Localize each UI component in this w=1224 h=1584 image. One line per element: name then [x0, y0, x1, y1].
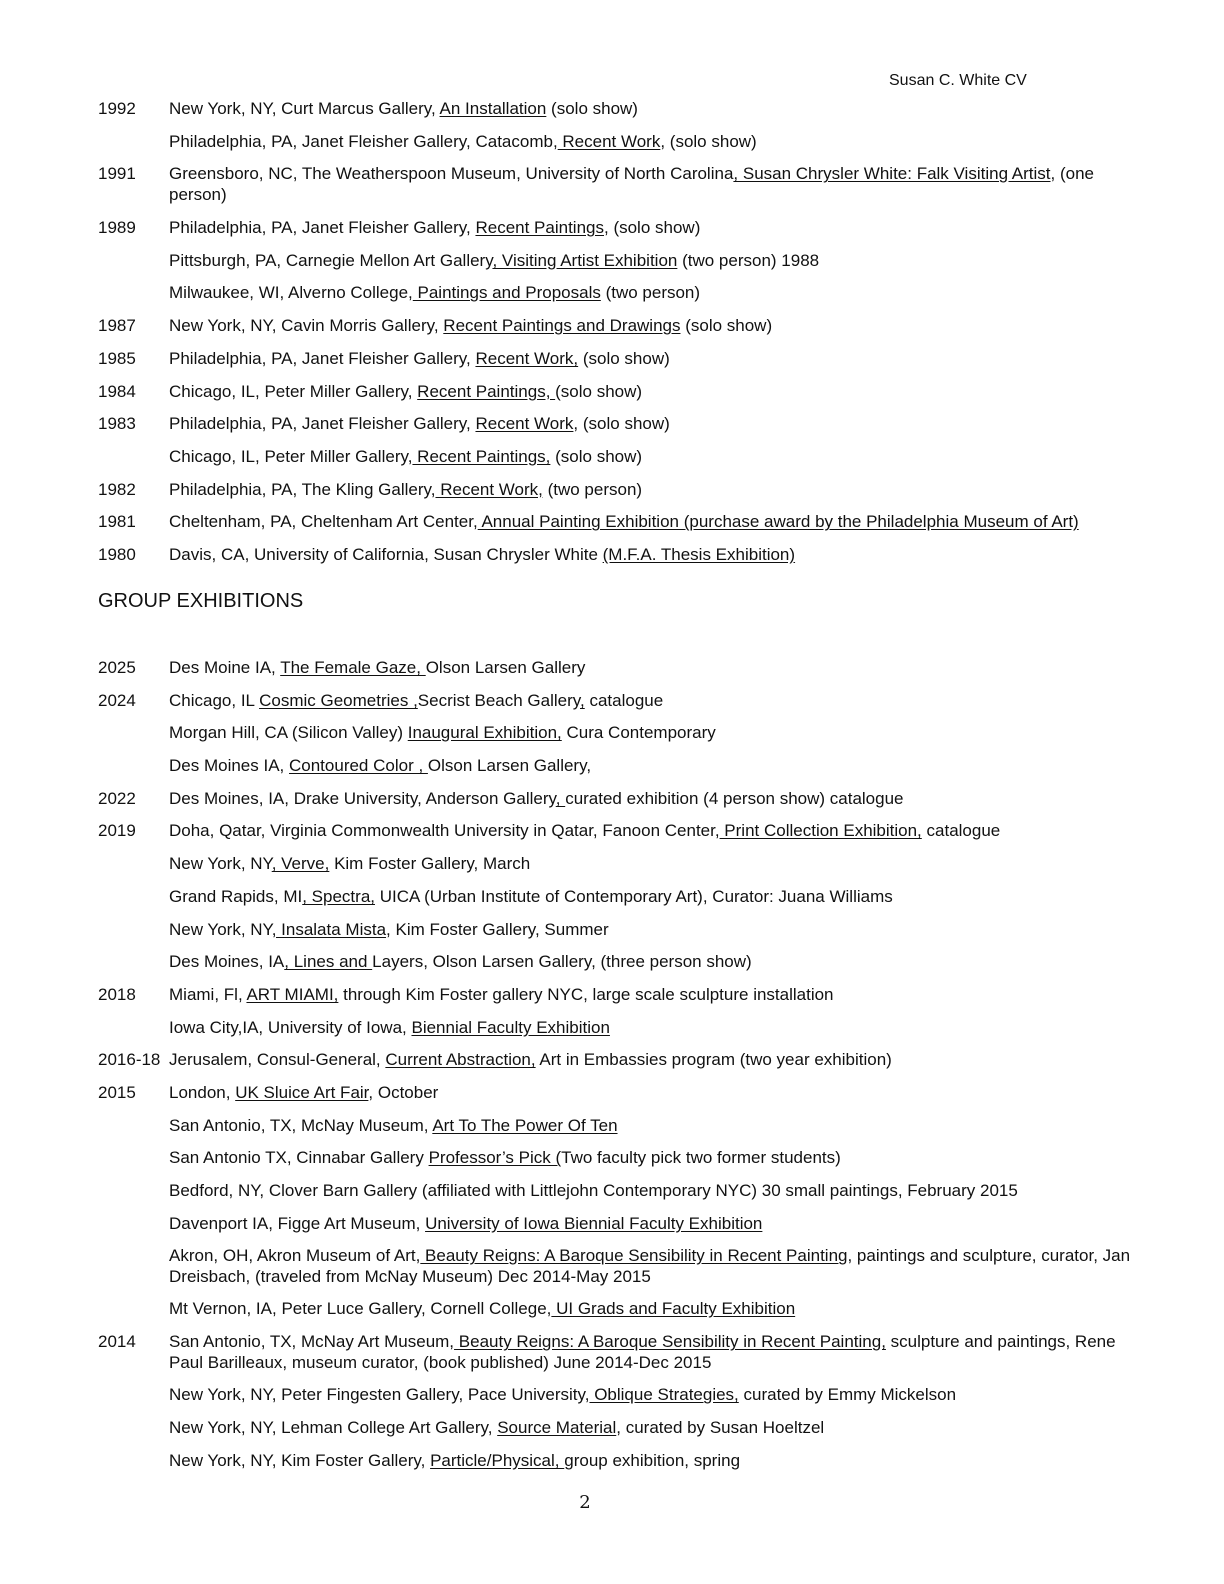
entry-year: 1991 [98, 164, 136, 184]
exhibition-entry [98, 820, 1138, 841]
entry-text: curated by Emmy Mickelson [738, 1385, 957, 1405]
exhibition-title: Recent Work, [435, 479, 543, 499]
entry-year [98, 919, 169, 940]
exhibition-entry [98, 163, 1138, 205]
entry-text: London, [169, 1082, 236, 1102]
exhibition-title: Cosmic Geometries , [259, 690, 418, 710]
entry-description [169, 755, 1138, 776]
exhibition-title: Annual Painting Exhibition (purchase award by the Philadelphia Museum of Art) [477, 512, 1079, 532]
exhibition-entry [98, 479, 1138, 500]
entry-description [169, 1245, 1138, 1287]
entry-year: 1984 [98, 381, 136, 401]
entry-text: , (solo show) [604, 218, 701, 238]
entry-text: Morgan Hill, CA (Silicon Valley) [169, 723, 408, 743]
entry-text: Iowa City,IA, University of Iowa, [169, 1017, 412, 1037]
entry-description [169, 853, 1138, 874]
exhibition-entry [98, 1115, 1138, 1136]
entry-text: New York, NY [169, 919, 272, 939]
exhibition-title: Recent Work [475, 414, 574, 434]
exhibition-entry [98, 1245, 1138, 1287]
exhibition-title: (M.F.A. Thesis Exhibition) [602, 544, 796, 564]
entry-year [98, 131, 169, 152]
exhibition-entry [98, 381, 1138, 402]
exhibition-title: Art To The Power Of Ten [432, 1115, 618, 1135]
entry-description [169, 282, 1138, 303]
entry-text: New York, NY, Peter Fingesten Gallery, Pace University, [169, 1385, 590, 1405]
entry-description [169, 348, 1138, 369]
entry-year [98, 1180, 169, 1201]
entry-text: Cura Contemporary [561, 723, 716, 743]
entry-year: 1982 [98, 479, 136, 499]
entry-text: , (one person) [169, 164, 1095, 205]
entry-description [169, 886, 1138, 907]
entry-year: 2022 [98, 788, 136, 808]
exhibition-title: An Installation [439, 99, 547, 118]
exhibition-title: University of Iowa Biennial Faculty Exhibition [425, 1213, 763, 1233]
entry-year [98, 886, 169, 907]
entry-text: San Antonio, TX, McNay Museum, [169, 1115, 433, 1135]
entry-year [98, 951, 169, 972]
entry-text: sculpture and paintings, Rene Paul Barilleaux, museum curator, (book published) June 2014-Dec 2015 [169, 1332, 1116, 1373]
exhibition-title: Contoured Color , [289, 756, 428, 776]
entry-text: Secrist Beach Gallery [417, 690, 580, 710]
exhibition-entry [98, 1017, 1138, 1038]
entry-description [169, 657, 1138, 678]
entry-description [169, 1331, 1138, 1373]
exhibition-title: Recent Work [557, 131, 661, 151]
exhibition-entry [98, 1049, 1138, 1070]
entry-text: , paintings and sculpture, curator, Jan Dreisbach, (traveled from McNay Museum) Dec 2014-May 2015 [169, 1246, 1131, 1287]
entry-description [169, 1017, 1138, 1038]
entry-description [169, 1450, 1138, 1471]
entry-text: curated exhibition (4 person show) catalogue [565, 788, 904, 808]
exhibition-entry [98, 282, 1138, 303]
exhibition-title: Recent Work, [475, 348, 579, 368]
exhibition-title: , Lines and [284, 952, 373, 972]
exhibition-entry [98, 315, 1138, 336]
exhibition-entry [98, 657, 1138, 678]
exhibition-entry [98, 1298, 1138, 1319]
entry-text: , Kim Foster Gallery, Summer [386, 919, 609, 939]
entry-text: Chicago, IL, Peter Miller Gallery, [169, 446, 413, 466]
entry-description [169, 1384, 1138, 1405]
exhibition-entry [98, 1450, 1138, 1471]
entry-year [98, 1384, 169, 1405]
entry-description [169, 1115, 1138, 1136]
exhibition-entry [98, 1384, 1138, 1405]
entry-text: Mt Vernon, IA, Peter Luce Gallery, Cornell College, [169, 1299, 552, 1319]
exhibition-title: Recent Paintings and Drawings [443, 316, 681, 336]
entry-text: Jerusalem, Consul-General, [169, 1050, 386, 1070]
entry-text: Des Moine IA, [169, 658, 281, 677]
entry-year: 2016-18 [98, 1050, 161, 1070]
exhibition-title: UK Sluice Art Fair [235, 1082, 369, 1102]
entry-year [98, 1017, 169, 1038]
entry-description [169, 1417, 1138, 1438]
exhibition-entry [98, 446, 1138, 467]
header-name: Susan C. White CV [889, 72, 1027, 89]
entry-text: Miami, Fl, [169, 984, 247, 1004]
entry-description [169, 1049, 1138, 1070]
entry-description [169, 1147, 1138, 1168]
exhibition-entry [98, 217, 1138, 238]
entry-description [169, 690, 1138, 711]
entry-text: Cheltenham, PA, Cheltenham Art Center, [169, 512, 478, 532]
entry-text: Akron, OH, Akron Museum of Art, [169, 1246, 421, 1266]
exhibition-title: Recent Paintings, [417, 381, 556, 401]
entry-text: Bedford, NY, Clover Barn Gallery (affiliated with Littlejohn Contemporary NYC) 30 small paintings, February 2015 [169, 1181, 1018, 1200]
entry-text: catalogue [921, 821, 1001, 841]
entry-description [169, 315, 1138, 336]
exhibition-title: The Female Gaze, [280, 658, 426, 677]
entry-description [169, 820, 1138, 841]
entry-text: , curated by Susan Hoeltzel [616, 1418, 825, 1438]
entry-text: UICA (Urban Institute of Contemporary Art), Curator: Juana Williams [375, 886, 893, 906]
entry-year [98, 446, 169, 467]
entry-description [169, 788, 1138, 809]
exhibition-title: , Spectra, [302, 886, 375, 906]
entry-text: Des Moines, IA, Drake University, Anderson Gallery [169, 788, 556, 808]
entry-text: San Antonio TX, Cinnabar Gallery [169, 1148, 429, 1168]
exhibition-entry [98, 1213, 1138, 1234]
entry-text: Chicago, IL [169, 690, 260, 710]
entry-text: Davenport IA, Figge Art Museum, [169, 1213, 426, 1233]
exhibition-entry [98, 984, 1138, 1005]
entry-description [169, 722, 1138, 743]
exhibition-title: Biennial Faculty Exhibition [411, 1017, 610, 1037]
exhibition-entry [98, 722, 1138, 743]
entry-text: Philadelphia, PA, The Kling Gallery, [169, 479, 436, 499]
entry-year: 2014 [98, 1332, 136, 1352]
entry-year [98, 282, 169, 303]
entry-text: Grand Rapids, MI [169, 886, 303, 906]
entry-year: 2015 [98, 1082, 136, 1102]
exhibition-title: Beauty Reigns: A Baroque Sensibility in Recent Painting [420, 1246, 848, 1266]
entry-text: Davis, CA, University of California, Susan Chrysler White [169, 544, 603, 564]
entry-text: (solo show) [546, 99, 638, 118]
exhibition-entry [98, 1417, 1138, 1438]
exhibition-entry [98, 544, 1138, 565]
entry-description [169, 131, 1138, 152]
exhibition-title: Paintings and Proposals [412, 283, 601, 303]
entry-year: 1980 [98, 544, 136, 564]
entry-year: 2024 [98, 690, 136, 710]
entry-year [98, 1450, 169, 1471]
entry-year [98, 755, 169, 776]
exhibition-title: , Susan Chrysler White: Falk Visiting Artist [733, 164, 1051, 184]
entry-text: Philadelphia, PA, Janet Fleisher Gallery, [169, 348, 476, 368]
entry-text: Des Moines IA, [169, 756, 289, 776]
entry-year: 1985 [98, 348, 136, 368]
entry-text: (solo show) [555, 381, 643, 401]
entry-description [169, 98, 1138, 119]
entry-text: (two person) 1988 [677, 250, 820, 270]
entry-text: New York, NY, Cavin Morris Gallery, [169, 316, 444, 336]
exhibition-title: ART MIAMI, [246, 984, 339, 1004]
exhibition-entry [98, 413, 1138, 434]
entry-text: Kim Foster Gallery, March [329, 854, 531, 874]
entry-description [169, 951, 1138, 972]
entry-text: New York, NY, Kim Foster Gallery, [169, 1450, 431, 1470]
exhibition-title: Professor’s Pick ( [428, 1148, 562, 1168]
entry-text: group exhibition, spring [564, 1450, 741, 1470]
entry-text: Philadelphia, PA, Janet Fleisher Gallery, [169, 218, 476, 238]
entry-year [98, 1298, 169, 1319]
entry-year [98, 1245, 169, 1287]
exhibition-entry [98, 919, 1138, 940]
entry-year [98, 853, 169, 874]
entry-description [169, 1298, 1138, 1319]
solo-exhibitions-list [98, 98, 1138, 565]
entry-description [169, 163, 1138, 205]
entry-text: Olson Larsen Gallery, [427, 756, 592, 776]
entry-year [98, 1213, 169, 1234]
exhibition-title: Source Material [497, 1418, 617, 1438]
entry-text: (two person) [600, 283, 701, 303]
exhibition-title: Particle/Physical, [430, 1450, 565, 1470]
entry-text: New York, NY [169, 854, 272, 874]
exhibition-entry [98, 1082, 1138, 1103]
entry-text: Doha, Qatar, Virginia Commonwealth University in Qatar, Fanoon Center, [169, 821, 720, 841]
entry-text: , (solo show) [660, 131, 757, 151]
exhibition-entry [98, 853, 1138, 874]
entry-text: through Kim Foster gallery NYC, large scale sculpture installation [338, 984, 834, 1004]
entry-description [169, 217, 1138, 238]
entry-text: Layers, Olson Larsen Gallery, (three person show) [372, 952, 752, 972]
entry-year: 2025 [98, 658, 136, 677]
entry-year: 2018 [98, 984, 136, 1004]
exhibition-title: , [555, 788, 566, 808]
exhibition-entry [98, 886, 1138, 907]
exhibition-entry [98, 755, 1138, 776]
entry-text: Philadelphia, PA, Janet Fleisher Gallery, Catacomb, [169, 131, 558, 151]
entry-year: 1981 [98, 512, 136, 532]
entry-year: 1983 [98, 414, 136, 434]
entry-text: Art in Embassies program (two year exhibition) [535, 1050, 892, 1070]
exhibition-entry [98, 788, 1138, 809]
entry-text: catalogue [584, 690, 664, 710]
exhibition-entry [98, 250, 1138, 271]
exhibition-title: , Verve, [271, 854, 330, 874]
exhibition-title: , Visiting Artist Exhibition [492, 250, 678, 270]
exhibition-title: Print Collection Exhibition, [719, 821, 922, 841]
exhibition-entry [98, 131, 1138, 152]
entry-text: New York, NY, Lehman College Art Gallery, [169, 1418, 498, 1438]
entry-text: Olson Larsen Gallery [425, 658, 586, 677]
exhibition-entry [98, 951, 1138, 972]
exhibition-title: Beauty Reigns: A Baroque Sensibility in Recent Painting, [454, 1332, 886, 1352]
exhibition-title: , [580, 690, 585, 710]
entry-text: (two person) [542, 479, 643, 499]
entry-year [98, 722, 169, 743]
entry-text: , October [368, 1082, 439, 1102]
group-exhibitions-heading: GROUP EXHIBITIONS [98, 590, 304, 612]
exhibition-entry [98, 348, 1138, 369]
exhibition-entry [98, 98, 1138, 119]
entry-text: (solo show) [578, 348, 670, 368]
entry-description [169, 1213, 1138, 1234]
exhibition-entry [98, 1180, 1138, 1201]
entry-text: Des Moines, IA [169, 952, 285, 972]
exhibition-title: UI Grads and Faculty Exhibition [551, 1299, 796, 1319]
entry-description [169, 1180, 1138, 1201]
exhibition-entry [98, 690, 1138, 711]
entry-text: San Antonio, TX, McNay Art Museum, [169, 1332, 455, 1352]
entry-description [169, 1082, 1138, 1103]
entry-text: Chicago, IL, Peter Miller Gallery, [169, 381, 418, 401]
entry-text: Philadelphia, PA, Janet Fleisher Gallery, [169, 414, 476, 434]
exhibition-title: Inaugural Exhibition, [407, 723, 562, 743]
exhibition-entry [98, 511, 1138, 532]
entry-text: Pittsburgh, PA, Carnegie Mellon Art Gallery [169, 250, 493, 270]
entry-year: 1987 [98, 316, 136, 336]
exhibition-entry [98, 1331, 1138, 1373]
entry-text: (solo show) [550, 446, 643, 466]
page-number: 2 [579, 1492, 591, 1513]
entry-description [169, 446, 1138, 467]
exhibition-title: Current Abstraction, [385, 1050, 536, 1070]
entry-year [98, 1115, 169, 1136]
entry-description [169, 250, 1138, 271]
entry-year: 1992 [98, 99, 136, 118]
entry-text: , (solo show) [573, 414, 670, 434]
entry-description [169, 511, 1138, 532]
entry-text: (solo show) [680, 316, 773, 336]
entry-description [169, 479, 1138, 500]
entry-year: 1989 [98, 218, 136, 238]
entry-text: Two faculty pick two former students) [561, 1148, 841, 1168]
entry-year [98, 1147, 169, 1168]
exhibition-title: Recent Paintings [475, 218, 604, 238]
entry-text: Milwaukee, WI, Alverno College, [169, 283, 413, 303]
entry-description [169, 413, 1138, 434]
exhibition-title: , Insalata Mista [271, 919, 387, 939]
entry-description [169, 919, 1138, 940]
entry-text: Greensboro, NC, The Weatherspoon Museum, University of North Carolina [169, 164, 734, 184]
exhibition-title: Recent Paintings, [412, 446, 551, 466]
entry-year [98, 1417, 169, 1438]
entry-text: New York, NY, Curt Marcus Gallery, [169, 99, 440, 118]
entry-description [169, 984, 1138, 1005]
group-exhibitions-list [98, 657, 1138, 1471]
exhibition-title: Oblique Strategies, [589, 1385, 739, 1405]
exhibition-entry [98, 1147, 1138, 1168]
entry-year [98, 250, 169, 271]
entry-description [169, 544, 1138, 565]
entry-year: 2019 [98, 821, 136, 841]
entry-description [169, 381, 1138, 402]
